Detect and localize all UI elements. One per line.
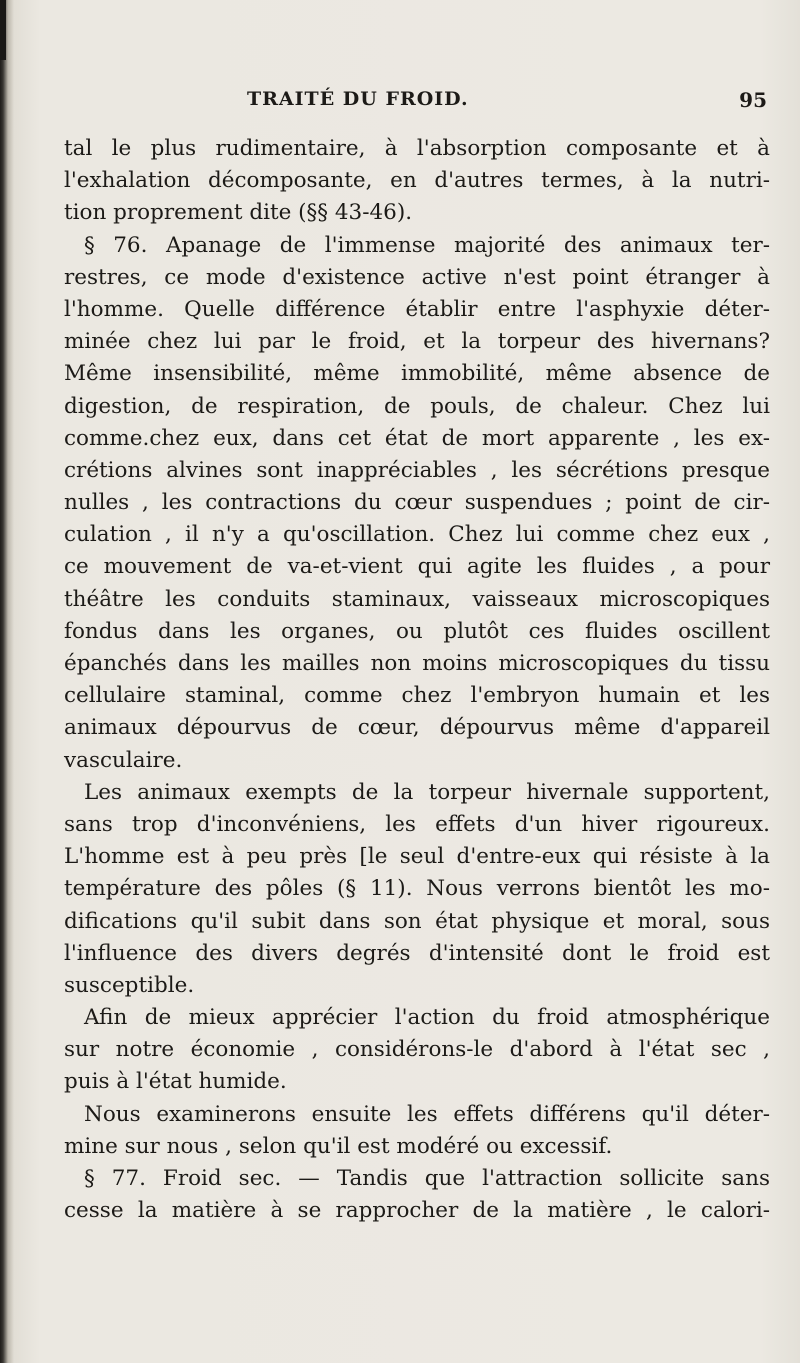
- text-line: digestion, de respiration, de pouls, de chaleur. Chez lui: [64, 393, 770, 419]
- text-line: tion proprement dite (§§ 43-46).: [64, 200, 413, 226]
- text-line: vasculaire.: [64, 747, 183, 773]
- text-line: épanchés dans les mailles non moins microscopiques du tissu: [64, 651, 770, 676]
- text-line: animaux dépourvus de cœur, dépourvus même d'appareil: [64, 715, 770, 741]
- text-line: sur notre économie , considérons-le d'abord à l'état sec ,: [64, 1037, 770, 1063]
- text-line: Afin de mieux apprécier l'action du froid atmosphérique: [84, 1005, 770, 1031]
- text-line: ce mouvement de va-et-vient qui agite les fluides , a pour: [64, 554, 770, 580]
- text-line: température des pôles (§ 11). Nous verrons bientôt les mo-: [64, 876, 770, 902]
- page-binding-shadow: [0, 0, 6, 60]
- text-line: cesse la matière à se rapprocher de la matière , le calori-: [64, 1198, 770, 1224]
- text-line: culation , il n'y a qu'oscillation. Chez lui comme chez eux ,: [64, 522, 770, 548]
- text-line: Même insensibilité, même immobilité, même absence de: [64, 361, 770, 387]
- text-line: restres, ce mode d'existence active n'est point étranger à: [64, 264, 770, 290]
- text-line: sans trop d'inconvéniens, les effets d'un hiver rigoureux.: [64, 811, 770, 837]
- text-line: Les animaux exempts de la torpeur hivernale supportent,: [84, 779, 770, 805]
- text-line: nulles , les contractions du cœur suspendues ; point de cir-: [64, 490, 770, 516]
- running-title: TRAITÉ DU FROID.: [247, 88, 469, 110]
- body-text: [64, 133, 770, 1227]
- page-header: [247, 88, 767, 118]
- page-binding-edge: [0, 0, 14, 1363]
- text-line: minée chez lui par le froid, et la torpeur des hivernans?: [64, 329, 770, 355]
- text-line: crétions alvines sont inappréciables , les sécrétions presque: [64, 457, 770, 483]
- text-line: L'homme est à peu près [le seul d'entre-eux qui résiste à la: [64, 844, 770, 870]
- text-line: § 76. Apanage de l'immense majorité des animaux ter-: [84, 232, 770, 258]
- text-line: l'influence des divers degrés d'intensité dont le froid est: [64, 940, 770, 966]
- text-line: tal le plus rudimentaire, à l'absorption composante et à: [64, 136, 770, 161]
- text-line: l'homme. Quelle différence établir entre l'asphyxie déter-: [64, 296, 770, 322]
- text-line: l'exhalation décomposante, en d'autres termes, à la nutri-: [64, 168, 770, 194]
- text-line: Nous examinerons ensuite les effets différens qu'il déter-: [84, 1101, 770, 1127]
- text-line: mine sur nous , selon qu'il est modéré ou excessif.: [64, 1133, 613, 1159]
- text-line: puis à l'état humide.: [64, 1069, 287, 1095]
- text-line: susceptible.: [64, 972, 195, 998]
- text-line: difications qu'il subit dans son état physique et moral, sous: [64, 908, 770, 934]
- text-line: comme.chez eux, dans cet état de mort apparente , les ex-: [64, 425, 770, 451]
- text-line: théâtre les conduits staminaux, vaisseaux microscopiques: [64, 586, 770, 612]
- text-line: cellulaire staminal, comme chez l'embryon humain et les: [64, 683, 770, 709]
- text-line: fondus dans les organes, ou plutôt ces fluides oscillent: [64, 618, 770, 644]
- text-line: § 77. Froid sec. — Tandis que l'attraction sollicite sans: [84, 1166, 770, 1191]
- page-number: 95: [739, 88, 767, 112]
